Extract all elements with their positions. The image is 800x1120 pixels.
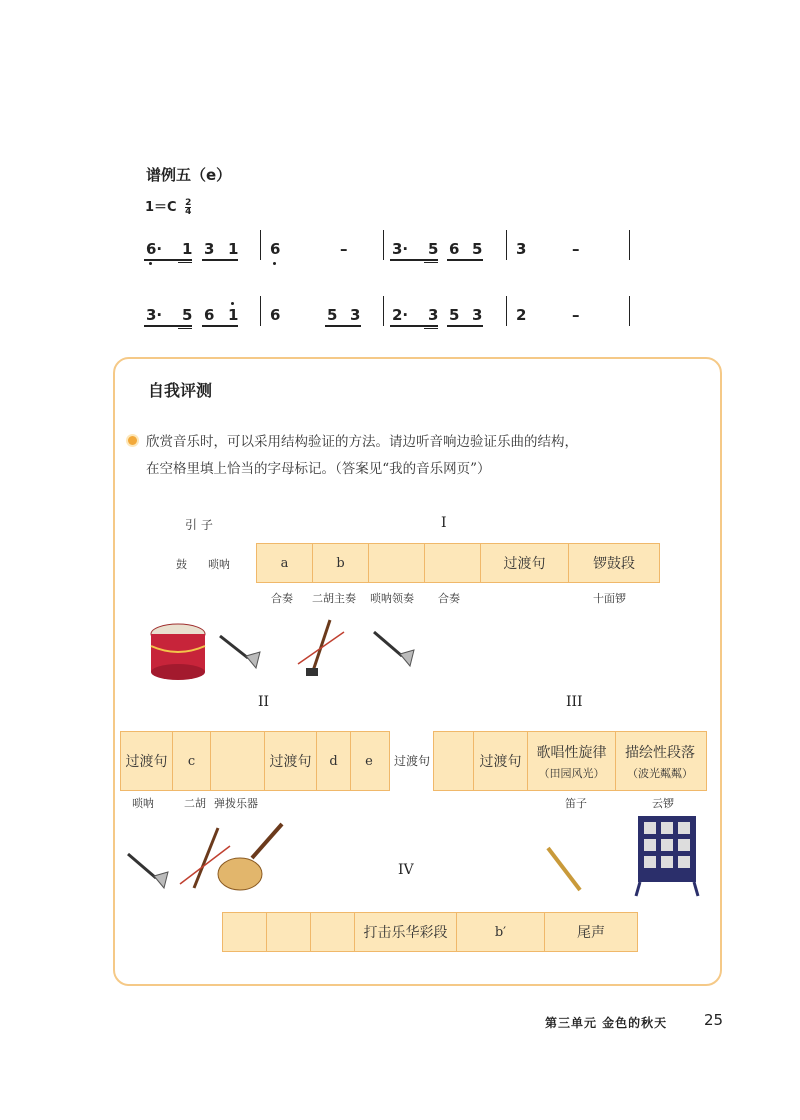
cell-coda: 尾声	[577, 925, 605, 941]
cell-c: c	[173, 732, 211, 790]
note: 3	[516, 240, 527, 258]
note: 6	[204, 306, 215, 324]
beam	[202, 259, 238, 261]
below-label: 唢呐领奏	[370, 592, 414, 605]
instrument-images-2	[122, 818, 302, 898]
instruction-line-1: 欣赏音乐时，可以采用结构验证的方法。请边听音响边验证乐曲的结构，	[146, 434, 578, 450]
high-octave-dot	[231, 302, 234, 305]
cell-transition: 过渡句	[481, 544, 569, 582]
time-top: 2	[185, 198, 192, 208]
cell-transition: 过渡句	[265, 732, 317, 790]
below-label: 唢呐	[132, 797, 154, 810]
blank-cell[interactable]	[369, 544, 425, 582]
barline	[383, 296, 384, 326]
note: 3	[204, 240, 215, 258]
cell-b-prime: b′	[457, 913, 545, 951]
barline	[506, 296, 507, 326]
intro-instrument-drum: 鼓	[176, 558, 187, 571]
cell-b: b	[313, 544, 369, 582]
cell-d: d	[317, 732, 351, 790]
note: 1	[228, 306, 239, 324]
note: 5	[182, 306, 193, 324]
intro-label: 引 子	[185, 518, 213, 532]
drum-icon	[151, 624, 205, 680]
barline	[260, 296, 261, 326]
instruction-line-2: 在空格里填上恰当的字母标记。（答案见“我的音乐网页”）	[146, 461, 491, 477]
pipa-icon	[218, 824, 282, 890]
cell-singing-melody	[528, 732, 616, 790]
note: –	[572, 306, 580, 324]
beam-double	[178, 262, 192, 263]
cell-gong-drum: 锣鼓段	[593, 556, 635, 572]
blank-cell[interactable]	[223, 913, 267, 951]
structure-row-1	[256, 543, 660, 583]
barline	[260, 230, 261, 260]
cell-percussion-cadenza: 打击乐华彩段	[355, 913, 457, 951]
note: 3·	[392, 240, 409, 258]
key-label: 1＝C	[145, 200, 177, 215]
beam	[447, 259, 483, 261]
beam	[447, 325, 483, 327]
note: 5	[472, 240, 483, 258]
structure-row-4	[222, 912, 638, 952]
erhu-icon	[298, 620, 344, 676]
note: –	[572, 240, 580, 258]
structure-row-3	[433, 731, 707, 791]
barline	[383, 230, 384, 260]
dizi-flute-icon	[548, 848, 580, 890]
note: 1	[228, 240, 239, 258]
cell-descriptive-passage	[616, 732, 704, 790]
page-number: 25	[704, 1011, 724, 1029]
note: 5	[428, 240, 439, 258]
note: 2·	[392, 306, 409, 324]
structure-row-2	[120, 731, 390, 791]
beam	[325, 325, 361, 327]
blank-cell[interactable]	[434, 732, 474, 790]
cell-transition: 过渡句	[121, 732, 173, 790]
time-bottom: 4	[185, 207, 192, 217]
blank-cell[interactable]	[211, 732, 265, 790]
panel-heading: 自我评测	[148, 381, 213, 400]
score-line-2	[140, 302, 640, 332]
beam-double	[178, 328, 192, 329]
blank-cell[interactable]	[425, 544, 481, 582]
beam	[390, 259, 438, 261]
note: 3	[428, 306, 439, 324]
instrument-images-1	[148, 612, 428, 687]
beam	[390, 325, 438, 327]
cell-sub-label: （波光粼粼）	[627, 766, 693, 780]
note: 3	[350, 306, 361, 324]
score-title: 谱例五（e）	[146, 166, 232, 184]
note: 3	[472, 306, 483, 324]
instrument-images-3	[540, 810, 710, 900]
below-label: 云锣	[652, 797, 674, 810]
section-roman-4: IV	[398, 862, 414, 878]
note: 5	[449, 306, 460, 324]
section-roman-2: II	[258, 694, 270, 710]
low-octave-dot	[273, 262, 276, 265]
yunluo-gong-icon	[636, 816, 698, 896]
note: 5	[327, 306, 338, 324]
note: 6	[270, 240, 281, 258]
note: –	[340, 240, 348, 258]
cell-transition: 过渡句	[474, 732, 528, 790]
section-roman-3: III	[566, 694, 583, 710]
below-label: 笛子	[565, 797, 587, 810]
below-label: 合奏	[271, 592, 293, 605]
below-label: 合奏	[438, 592, 460, 605]
cell-main-label: 歌唱性旋律	[536, 744, 607, 761]
blank-cell[interactable]	[267, 913, 311, 951]
cell-e: e	[365, 753, 373, 769]
beam-double	[424, 328, 438, 329]
beam	[202, 325, 238, 327]
suona-icon	[128, 854, 168, 888]
note: 2	[516, 306, 527, 324]
beam	[144, 259, 192, 261]
footer-unit-title: 第三单元 金色的秋天	[545, 1016, 668, 1030]
beam-double	[424, 262, 438, 263]
blank-cell[interactable]	[311, 913, 355, 951]
cell-main-label: 描绘性段落	[625, 744, 695, 761]
cell-a: a	[257, 544, 313, 582]
cell-sub-label: （田园风光）	[538, 766, 605, 780]
below-label: 弹拨乐器	[214, 797, 258, 810]
bullet-icon	[128, 436, 137, 445]
intro-instrument-suona: 唢呐	[208, 558, 230, 571]
note: 3·	[146, 306, 163, 324]
barline	[629, 296, 630, 326]
note: 6	[449, 240, 460, 258]
note: 1	[182, 240, 193, 258]
time-signature	[185, 199, 191, 216]
below-label: 十面锣	[593, 592, 626, 605]
below-label: 二胡主奏	[312, 592, 356, 605]
score-line-1	[140, 236, 640, 266]
barline	[629, 230, 630, 260]
between-transition: 过渡句	[394, 754, 431, 768]
note: 6	[270, 306, 281, 324]
barline	[506, 230, 507, 260]
beam	[144, 325, 192, 327]
suona-icon	[220, 636, 260, 668]
suona-icon	[374, 632, 414, 666]
section-roman-1: I	[441, 515, 447, 531]
below-label: 二胡	[184, 797, 206, 810]
key-signature	[145, 196, 191, 216]
low-octave-dot	[149, 262, 152, 265]
note: 6·	[146, 240, 163, 258]
